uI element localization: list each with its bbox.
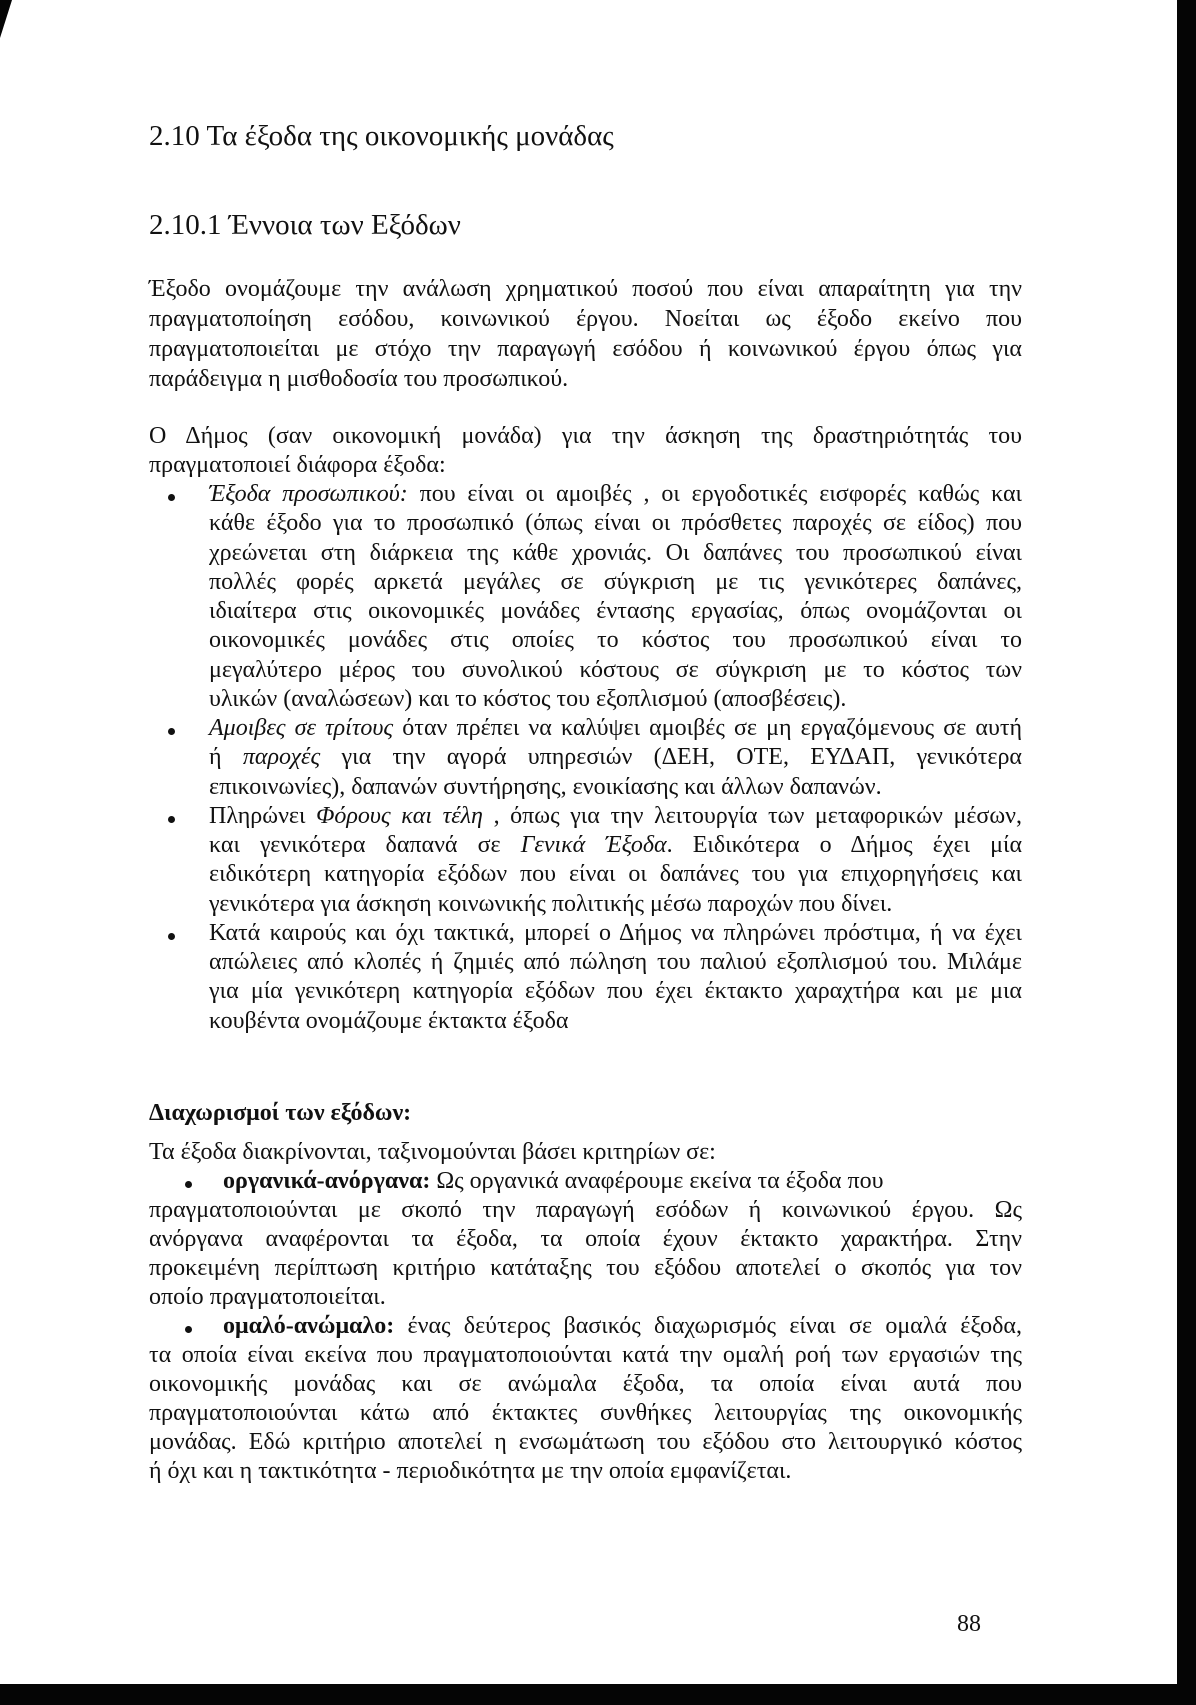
text-line: μεγαλύτερο μέρος του συνολικού κόστους σε σύγκριση με το κόστος των bbox=[209, 656, 1022, 683]
italic-term: Γενικά Έξοδα bbox=[520, 832, 667, 858]
text-segment: ένας δεύτερος βασικός διαχωρισμός είναι σε ομαλά έξοδα, bbox=[407, 1313, 1023, 1339]
text-segment: . Ειδικότερα ο Δήμος έχει μία bbox=[666, 832, 1023, 858]
text-line bbox=[209, 480, 1022, 509]
bullet-icon bbox=[168, 933, 175, 940]
bold-term: ομαλό-ανώμαλο: bbox=[223, 1313, 395, 1339]
bullet-icon bbox=[168, 728, 175, 735]
bullet-item bbox=[149, 1167, 1022, 1312]
text-line: πραγματοποίηση εσόδου, κοινωνικού έργου. Νοείται ως έξοδο εκείνο που bbox=[149, 306, 1022, 332]
text-segment: Πληρώνει bbox=[209, 802, 306, 829]
scan-edge-corner bbox=[0, 0, 12, 38]
text-line: παράδειγμα η μισθοδοσία του προσωπικού. bbox=[149, 366, 569, 392]
text-line: κάθε έξοδο για το προσωπικό (όπως είναι οι πρόσθετες παροχές σε είδος) που bbox=[209, 510, 1022, 537]
bullet-icon bbox=[168, 494, 175, 501]
text-line bbox=[209, 831, 1022, 860]
bullet-icon bbox=[185, 1326, 192, 1333]
text-line: οποίο πραγματοποιείται. bbox=[149, 1284, 386, 1310]
text-line: επικοινωνίες), δαπανών συντήρησης, ενοικίασης και άλλων δαπανών. bbox=[209, 773, 882, 800]
text-line: Ο Δήμος (σαν οικονομική μονάδα) για την άσκηση της δραστηριότητάς του bbox=[149, 423, 1022, 449]
text-segment: ή bbox=[209, 744, 222, 771]
italic-term: Έξοδα προσωπικού: bbox=[209, 481, 408, 507]
text-line: ιδιαίτερα στις οικονομικές μονάδες έντασης εργασίας, όπως ονομάζονται οι bbox=[209, 598, 1022, 624]
scan-edge-bottom bbox=[0, 1684, 1196, 1705]
text-segment: Ως οργανικά αναφέρουμε εκείνα τα έξοδα που bbox=[436, 1168, 884, 1194]
classification-heading: Διαχωρισμοί των εξόδων: bbox=[149, 1100, 412, 1126]
text-segment: για την αγορά υπηρεσιών (ΔΕΗ, ΟΤΕ, ΕΥΔΑΠ, γενικότερα bbox=[341, 744, 1022, 771]
bullet-item bbox=[149, 1312, 1022, 1486]
definition-paragraph bbox=[149, 274, 1022, 394]
text-line: υλικών (αναλώσεων) και το κόστος του εξοπλισμού (αποσβέσεις). bbox=[209, 685, 847, 712]
bullet-item bbox=[209, 802, 1022, 919]
text-line: ειδικότερη κατηγορία εξόδων που είναι οι δαπάνες του για επιχορηγήσεις και bbox=[209, 861, 1022, 888]
subsection-heading: 2.10.1 Έννοια των Εξόδων bbox=[149, 209, 461, 241]
text-line: ή όχι και η τακτικότητα - περιοδικότητα με την οποία εμφανίζεται. bbox=[149, 1458, 792, 1484]
bullet-icon bbox=[185, 1181, 192, 1188]
text-line: τα οποία είναι εκείνα που πραγματοποιούνται κατά την ομαλή ροή των εργασιών της bbox=[149, 1342, 1022, 1368]
bold-term: οργανικά-ανόργανα: bbox=[223, 1168, 431, 1194]
text-line bbox=[209, 714, 1022, 743]
text-line: οικονομικές μονάδες στις οποίες το κόστος του προσωπικού είναι το bbox=[209, 627, 1022, 654]
text-segment: που είναι οι αμοιβές , οι εργοδοτικές εισφορές καθώς και bbox=[419, 481, 1023, 507]
text-line: πραγματοποιούνται κάτω από έκτακτες συνθήκες λειτουργίας της οικονομικής bbox=[149, 1400, 1022, 1426]
section-heading: 2.10 Τα έξοδα της οικονομικής μονάδας bbox=[149, 120, 614, 152]
bullet-icon bbox=[168, 816, 175, 823]
text-segment: , όπως για την λειτουργία των μεταφορικών μέσων, bbox=[493, 802, 1023, 829]
italic-term: παροχές bbox=[242, 744, 321, 771]
text-line: πραγματοποιείται με στόχο την παραγωγή εσόδου ή κοινωνικού έργου όπως για bbox=[149, 336, 1022, 362]
text-line: πολλές φορές αρκετά μεγάλες σε σύγκριση με τις γενικότερες δαπάνες, bbox=[209, 568, 1022, 595]
text-line: πραγματοποιούνται με σκοπό την παραγωγή εσόδων ή κοινωνικού έργου. Ως bbox=[149, 1197, 1022, 1223]
text-line bbox=[149, 1312, 1022, 1341]
text-line: προκειμένη περίπτωση κριτήριο κατάταξης του εξόδου αποτελεί ο σκοπός για τον bbox=[149, 1255, 1022, 1281]
text-line: μονάδας. Εδώ κριτήριο αποτελεί η ενσωμάτωση του εξόδου στο λειτουργικό κόστος bbox=[149, 1429, 1022, 1455]
text-line: πραγματοποιεί διάφορα έξοδα: bbox=[149, 451, 446, 478]
bullet-item bbox=[209, 919, 1022, 1036]
text-line: γενικότερα για άσκηση κοινωνικής πολιτικής μέσω παροχών που δίνει. bbox=[209, 890, 893, 917]
text-line: χρεώνεται στη διάρκεια της κάθε χρονιάς. Οι δαπάνες του προσωπικού είναι bbox=[209, 539, 1022, 566]
text-line: για μία γενικότερη κατηγορία εξόδων που έχει έκτακτο χαραχτήρα και με μια bbox=[209, 978, 1022, 1005]
text-line: ανόργανα αναφέρονται τα έξοδα, τα οποία έχουν έκτακτο χαρακτήρα. Στην bbox=[149, 1226, 1022, 1252]
text-line bbox=[149, 1167, 1022, 1196]
text-line: κουβέντα ονομάζουμε έκτακτα έξοδα bbox=[209, 1007, 569, 1034]
intro-paragraph bbox=[149, 422, 1022, 479]
text-segment: όταν πρέπει να καλύψει αμοιβές σε μη εργαζόμενους σε αυτή bbox=[402, 715, 1023, 741]
text-line: Κατά καιρούς και όχι τακτικά, μπορεί ο Δήμος να πληρώνει πρόστιμα, ή να έχει bbox=[209, 919, 1022, 946]
text-line: Τα έξοδα διακρίνονται, ταξινομούνται βάσει κριτηρίων σε: bbox=[149, 1139, 716, 1165]
page-number: 88 bbox=[957, 1611, 981, 1637]
text-line: οικονομικής μονάδας και σε ανώμαλα έξοδα, τα οποία είναι αυτά που bbox=[149, 1371, 1022, 1397]
text-line bbox=[209, 802, 1022, 831]
text-segment: και γενικότερα δαπανά σε bbox=[209, 832, 501, 858]
text-line: Έξοδο ονομάζουμε την ανάλωση χρηματικού ποσού που είναι απαραίτητη για την bbox=[149, 276, 1022, 302]
text-line: απώλειες από κλοπές ή ζημιές από πώληση του παλιού εξοπλισμού του. Μιλάμε bbox=[209, 949, 1022, 975]
italic-term: Φόρους και τέλη bbox=[316, 802, 483, 829]
bullet-item bbox=[209, 714, 1022, 802]
expense-list bbox=[209, 480, 1022, 1036]
text-line bbox=[209, 743, 1022, 772]
scan-edge-right bbox=[1177, 0, 1196, 1705]
italic-term: Αμοιβες σε τρίτους bbox=[209, 715, 394, 741]
classification-section bbox=[149, 1138, 1022, 1486]
bullet-item bbox=[209, 480, 1022, 714]
